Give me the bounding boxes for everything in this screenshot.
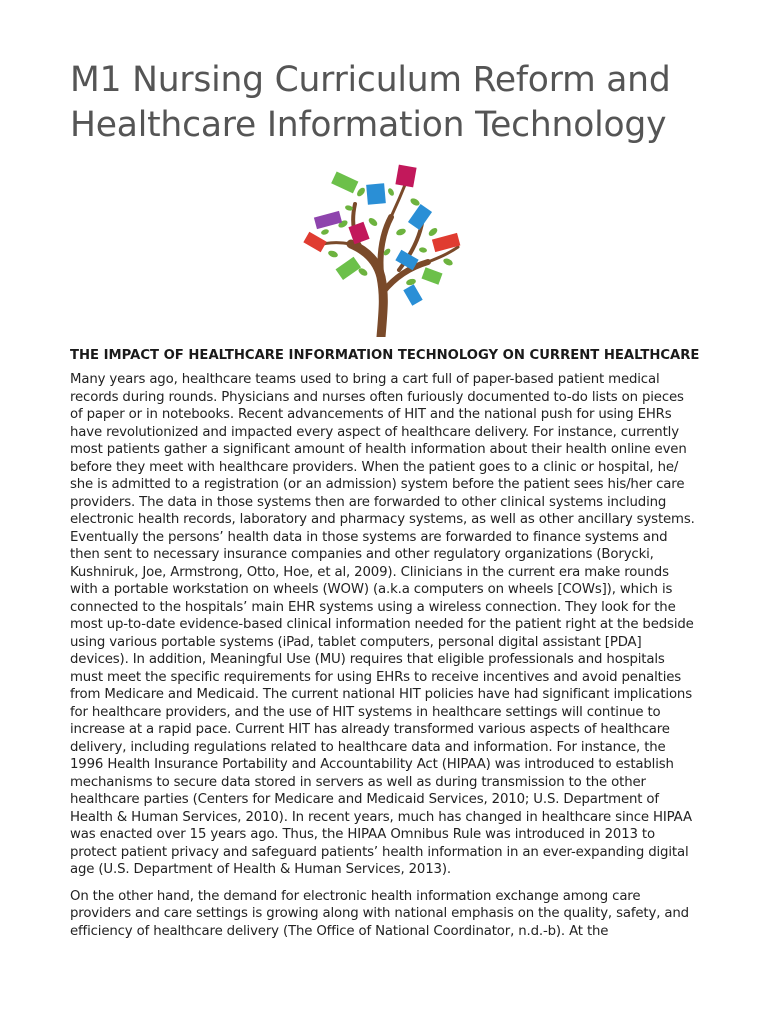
- document-page: [70, 0, 700, 940]
- body-paragraph: Many years ago, healthcare teams used to bring a cart full of paper-based patient medical records during rounds. Physicians and nurses often furiously documented to-do lists on pieces of paper or in notebooks. Recent advancements of HIT and the national push for using EHRs have revolutionized and impacted every aspect of healthcare delivery. For instance, currently most patients gather a significant amount of health information about their health online even before they meet with healthcare providers. When the patient goes to a clinic or hospital, he/ she is admitted to a registration (or an admission) system before the patient sees his/her care providers. The data in those systems then are forwarded to other clinical systems including electronic health records, laboratory and pharmacy systems, as well as other ancillary systems. Eventually the persons’ health data in those systems are forwarded to finance systems and then sent to necessary insurance companies and other regulatory organizations (Borycki, Kushniruk, Joe, Armstrong, Otto, Hoe, et al, 2009). Clinicians in the current era make rounds with a portable workstation on wheels (WOW) (a.k.a computers on wheels [COWs]), which is connected to the hospitals’ main EHR systems using a wireless connection. They look for the most up-to-date evidence-based clinical information needed for the patient right at the bedside using various portable systems (iPad, tablet computers, personal digital assistant [PDA] devices). In addition, Meaningful Use (MU) requires that eligible professionals and hospitals must meet the specific requirements for using EHRs to receive incentives and avoid penalties from Medicare and Medicaid. The current national HIT policies have had significant implications for healthcare providers, and the use of HIT systems in healthcare settings will continue to increase at a rapid pace. Current HIT has already transformed various aspects of healthcare delivery, including regulations related to healthcare data and information. For instance, the 1996 Health Insurance Portability and Accountability Act (HIPAA) was introduced to establish mechanisms to secure data stored in servers as well as during transmission to the other healthcare parties (Centers for Medicare and Medicaid Services, 2010; U.S. Department of Health & Human Services, 2010). In recent years, much has changed in healthcare since HIPAA was enacted over 15 years ago. Thus, the HIPAA Omnibus Rule was introduced in 2013 to protect patient privacy and safeguard patients’ health information in an ever-expanding digital age (U.S. Department of Health & Human Services, 2013).: [70, 372, 695, 877]
- tree-of-books-image: [303, 162, 473, 337]
- body-paragraph: On the other hand, the demand for electronic health information exchange among care providers and care settings is growing along with national emphasis on the quality, safety, and efficiency of healthcare delivery (The Office of National Coordinator, n.d.-b). At the: [70, 888, 689, 939]
- tree-of-books-icon: [303, 162, 473, 337]
- document-title: M1 Nursing Curriculum Reform and Healthcare Information Technology: [70, 60, 671, 145]
- section-heading: THE IMPACT OF HEALTHCARE INFORMATION TECHNOLOGY ON CURRENT HEALTHCARE: [70, 348, 700, 363]
